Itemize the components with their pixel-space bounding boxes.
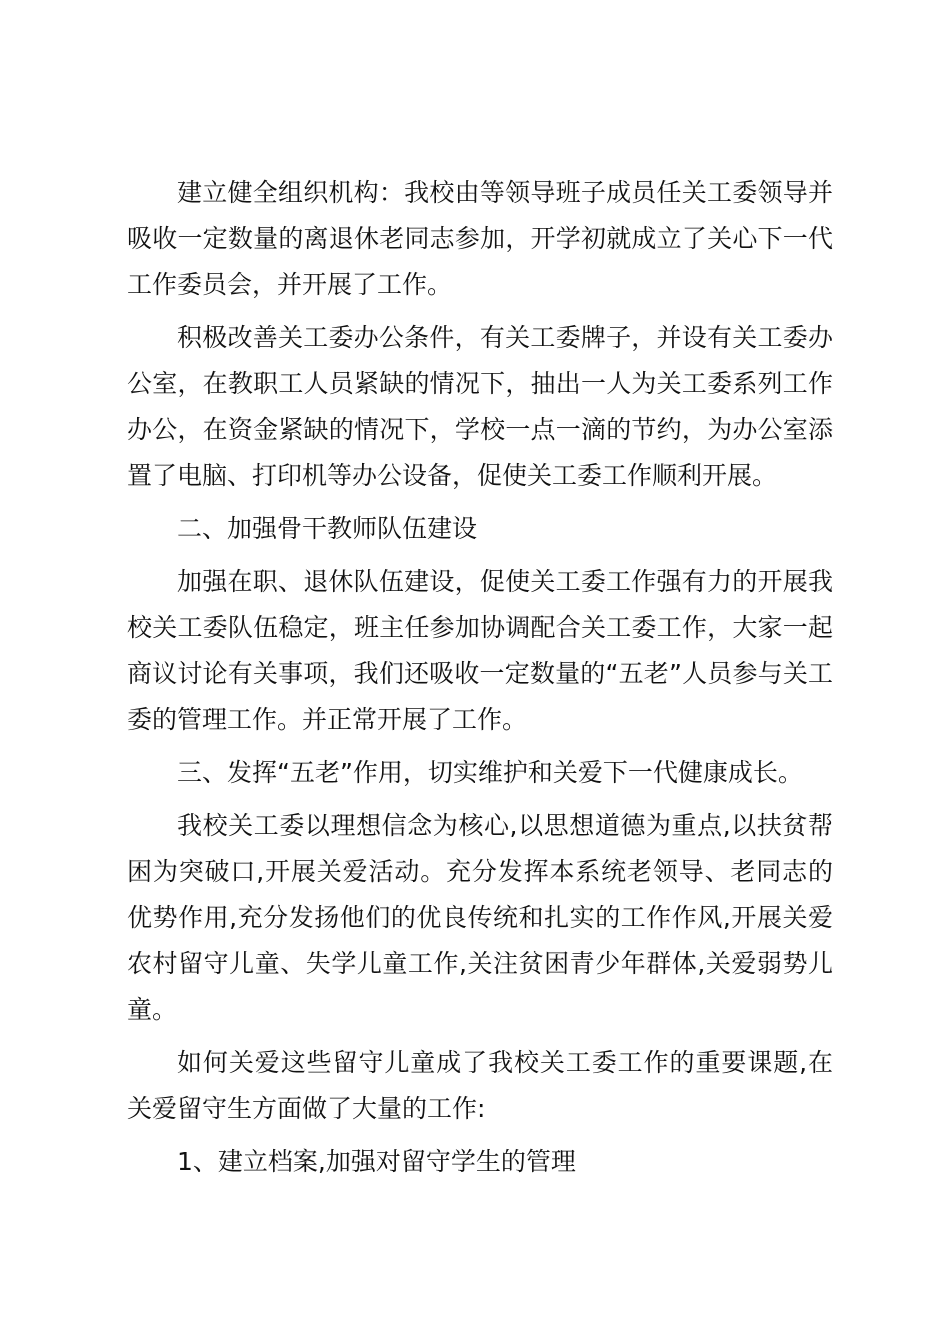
section-heading-five-elders: 三、发挥“五老”作用，切实维护和关爱下一代健康成长。 (177, 758, 803, 787)
paragraph-office-conditions: 积极改善关工委办公条件，有关工委牌子，并设有关工委办公室，在教职工人员紧缺的情况下，抽出一人为关工委系列工作办公，在资金紧缺的情况下，学校一点一滴的节约，为办公室添置了电脑、打印机等办公设备，促使关工委工作顺利开展。 (127, 323, 833, 490)
paragraph-care-activities: 我校关工委以理想信念为核心,以思想道德为重点,以扶贫帮困为突破口,开展关爱活动。充分发挥本系统老领导、老同志的优势作用,充分发扬他们的优良传统和扎实的工作作风,开展关爱农村留守儿童、失学儿童工作,关注贫困青少年群体,关爱弱势儿童。 (127, 811, 833, 1024)
section-heading-teacher-team: 二、加强骨干教师队伍建设 (177, 514, 478, 543)
paragraph-left-behind-children: 如何关爱这些留守儿童成了我校关工委工作的重要课题,在关爱留守生方面做了大量的工作: (127, 1048, 833, 1123)
document-body (127, 170, 833, 1192)
paragraph-organization: 建立健全组织机构：我校由等领导班子成员任关工委领导并吸收一定数量的离退休老同志参加，开学初就成立了关心下一代工作委员会，并开展了工作。 (127, 178, 833, 299)
list-item-establish-files: 1、建立档案,加强对留守学生的管理 (177, 1147, 576, 1176)
paragraph-team-building: 加强在职、退休队伍建设，促使关工委工作强有力的开展我校关工委队伍稳定，班主任参加协调配合关工委工作，大家一起商议讨论有关事项，我们还吸收一定数量的“五老”人员参与关工委的管理工作。并正常开展了工作。 (127, 567, 833, 734)
